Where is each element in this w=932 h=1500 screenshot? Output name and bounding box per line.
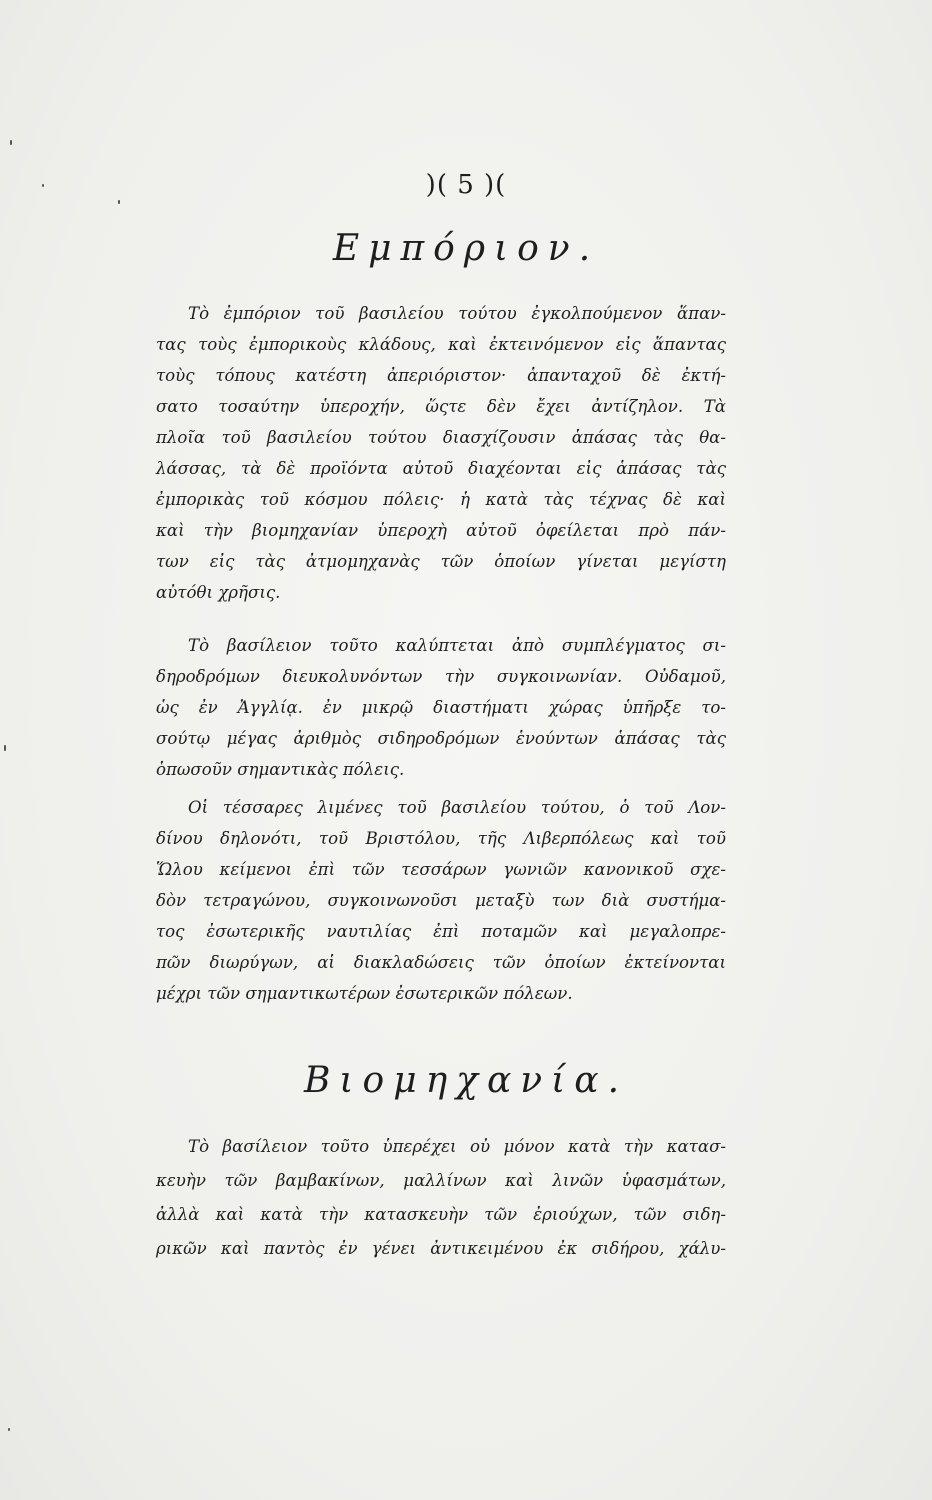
section-heading-commerce: Εμπόριον. [332,228,600,269]
text-line: Τὸ βασίλειον τοῦτο ὑπερέχει οὐ μόνον κατὰ τὴν κατασ- [188,1137,726,1156]
text-line: αὐτόθι χρῆσις. [156,583,281,602]
text-line: των εἰς τὰς ἀτμομηχανὰς τῶν ὁποίων γίνεται μεγίστη [156,552,726,571]
text-line: Ὥλου κείμενοι ἐπὶ τῶν τεσσάρων γωνιῶν κανονικοῦ σχε- [156,860,726,879]
text-line: ἐμπορικὰς τοῦ κόσμου πόλεις· ἡ κατὰ τὰς τέχνας δὲ καὶ [156,490,726,509]
text-line: δηροδρόμων διευκολυνόντων τὴν συγκοινωνίαν. Οὐδαμοῦ, [156,667,726,686]
text-line: Τὸ βασίλειον τοῦτο καλύπτεται ἀπὸ συμπλέγματος σι- [188,636,726,655]
text-line: κευὴν τῶν βαμβακίνων, μαλλίνων καὶ λινῶν ὑφασμάτων, [156,1171,726,1190]
text-line: πλοῖα τοῦ βασιλείου τούτου διασχίζουσιν ἁπάσας τὰς θα- [156,428,726,447]
text-line: λάσσας, τὰ δὲ προϊόντα αὐτοῦ διαχέονται εἰς ἁπάσας τὰς [156,459,726,478]
text-line: τας τοὺς ἐμπορικοὺς κλάδους, καὶ ἐκτεινόμενον εἰς ἅπαντας [156,335,726,354]
paper-speck [8,1428,10,1431]
text-line: καὶ τὴν βιομηχανίαν ὑπεροχὴ αὐτοῦ ὀφείλεται πρὸ πάν- [156,521,726,540]
paper-speck [4,745,6,751]
text-line: ἀλλὰ καὶ κατὰ τὴν κατασκευὴν τῶν ἐριούχων, τῶν σιδη- [156,1205,726,1224]
paragraph-commerce-2 [156,630,726,785]
paragraph-industry-1 [156,1130,726,1266]
paper-speck [118,200,120,204]
section-heading-industry: Βιομηχανία. [303,1060,629,1101]
text-line: ὁπωσοῦν σημαντικὰς πόλεις. [156,760,405,779]
text-line: ὡς ἐν Ἀγγλίᾳ. ἐν μικρῷ διαστήματι χώρας ὑπῆρξε το- [156,698,726,717]
text-line: δίνου δηλονότι, τοῦ Βριστόλου, τῆς Λιβερπόλεως καὶ τοῦ [156,829,726,848]
text-line: τοὺς τόπους κατέστη ἀπεριόριστον· ἁπανταχοῦ δὲ ἐκτή- [156,366,726,385]
text-line: ρικῶν καὶ παντὸς ἐν γένει ἀντικειμένου ἐκ σιδήρου, χάλυ- [156,1239,726,1258]
paper-speck [10,140,12,145]
text-line: σούτῳ μέγας ἀριθμὸς σιδηροδρόμων ἑνούντων ἁπάσας τὰς [156,729,726,748]
paragraph-commerce-3 [156,792,726,1009]
page-number: )( 5 )( [425,170,507,200]
text-line: Τὸ ἐμπόριον τοῦ βασιλείου τούτου ἐγκολπούμενον ἅπαν- [188,304,726,323]
text-line: σατο τοσαύτην ὑπεροχήν, ὥςτε δὲν ἔχει ἀντίζηλον. Τὰ [156,397,726,416]
text-line: πῶν διωρύγων, αἱ διακλαδώσεις τῶν ὁποίων ἐκτείνονται [156,953,726,972]
paragraph-commerce-1 [156,298,726,608]
text-line: δὸν τετραγώνου, συγκοινωνοῦσι μεταξὺ των διὰ συστήμα- [156,891,726,910]
text-line: τος ἐσωτερικῆς ναυτιλίας ἐπὶ ποταμῶν καὶ μεγαλοπρε- [156,922,726,941]
text-line: μέχρι τῶν σημαντικωτέρων ἐσωτερικῶν πόλεων. [156,984,573,1003]
text-line: Οἱ τέσσαρες λιμένες τοῦ βασιλείου τούτου, ὁ τοῦ Λον- [188,798,726,817]
